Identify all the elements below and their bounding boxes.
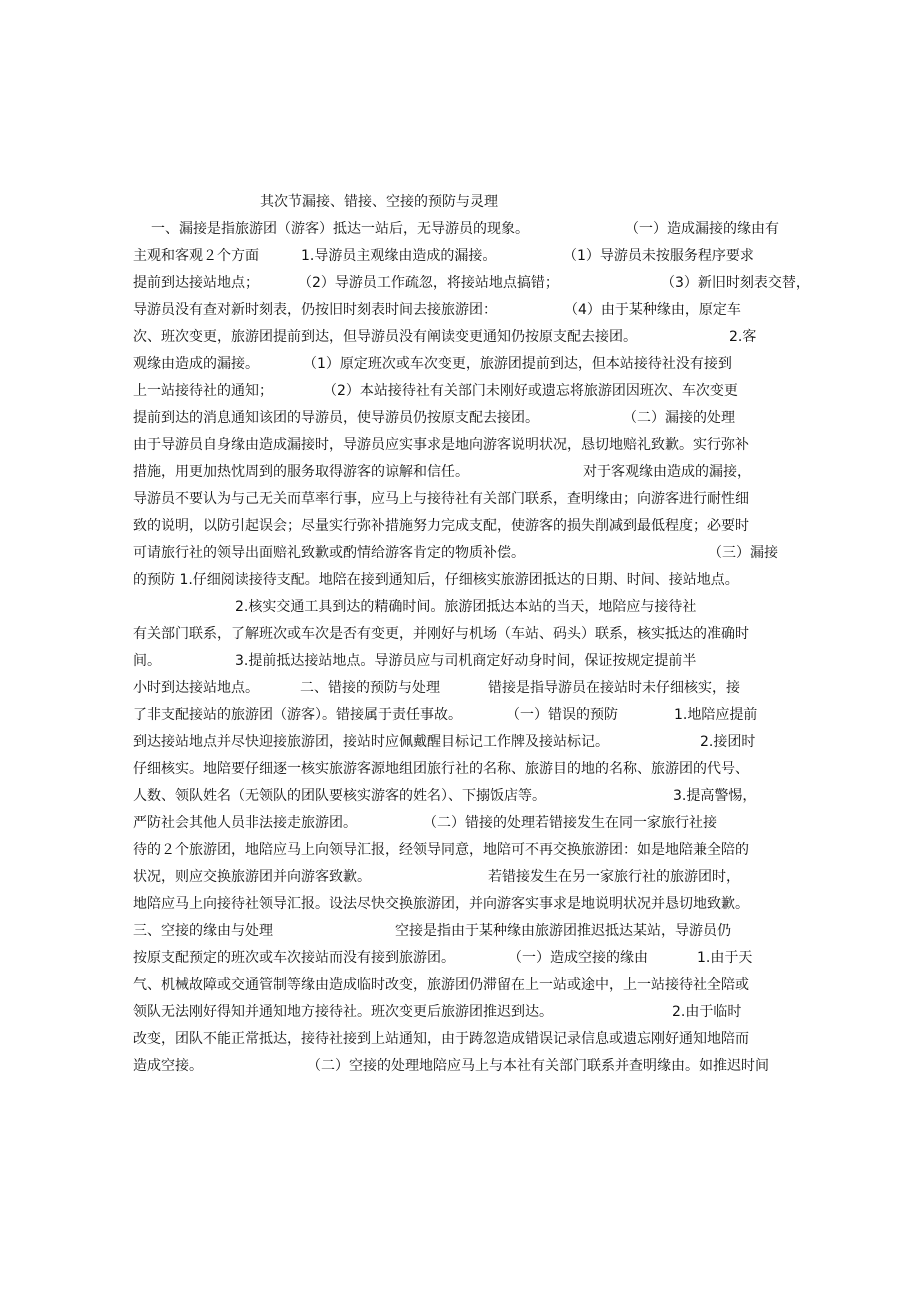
text-segment: 状况，则应交换旅游团并向游客致歉。: [133, 869, 371, 885]
text-segment: 导游员不要认为与己无关而草率行事，应马上与接待社有关部门联系，查明缘由；向游客进行耐性细: [133, 491, 749, 507]
text-segment: 错接是指导游员在接站时未仔细核实，接: [488, 680, 740, 696]
text-segment: 1.由于天: [697, 950, 753, 966]
text-segment: 仔细核实。地陪要仔细逐一核实旅游客源地组团旅行社的名称、旅游目的地的名称、旅游团的代号、: [133, 761, 749, 777]
text-segment: 二、错接的预防与处理: [300, 680, 440, 696]
text-segment: 观缘由造成的漏接。: [133, 356, 259, 372]
text-segment: 2.由于临时: [672, 1004, 742, 1020]
text-segment: 提前到达的消息通知该团的导游员，使导游员仍按原支配去接团。: [133, 410, 539, 426]
text-segment: 的预防 1.仔细阅读接待支配。地陪在接到通知后，仔细核实旅游团抵达的日期、时间、接站地点。: [133, 572, 739, 588]
text-segment: 措施，用更加热忱周到的服务取得游客的谅解和信任。: [133, 464, 469, 480]
text-segment: 1.地陪应提前: [674, 707, 758, 723]
text-segment: （二）漏接的处理: [623, 410, 735, 426]
text-segment: 对于客观缘由造成的漏接，: [583, 464, 751, 480]
text-segment: 按原支配预定的班次或车次接站而没有接到旅游团。: [133, 950, 455, 966]
text-segment: （2）导游员工作疏忽，将接站地点搞错；: [298, 275, 559, 291]
text-segment: 空接是指由于某种缘由旅游团推迟抵达某站，导游员仍: [395, 923, 731, 939]
text-segment: （一）造成漏接的缘由有: [625, 221, 779, 237]
text-segment: 3.提高警惕，: [673, 788, 757, 804]
text-segment: 2.客: [729, 329, 757, 345]
text-segment: 造成空接。: [133, 1058, 203, 1074]
text-segment: 人数、领队姓名（无领队的团队要核实游客的姓名）、下搦饭店等。: [133, 788, 546, 804]
text-segment: 气、机械故障或交通管制等缘由造成临时改变，旅游团仍滞留在上一站或途中，上一站接待社全陪或: [133, 977, 749, 993]
text-segment: 提前到达接站地点；: [133, 275, 259, 291]
section-title: 其次节漏接、错接、空接的预防与灵理: [260, 194, 498, 210]
text-segment: 地陪应马上向接待社领导汇报。设法尽快交换旅游团，并向游客实事求是地说明状况并恳切地致歉。: [133, 896, 749, 912]
text-segment: （2）本站接待社有关部门未刚好或遗忘将旅游团因班次、车次变更: [323, 383, 738, 399]
text-segment: （1）导游员未按服务程序要求: [563, 248, 754, 264]
text-segment: 有关部门联系，了解班次或车次是否有变更，并刚好与机场（车站、码头）联系，核实抵达的准确时: [133, 626, 749, 642]
text-segment: 改变，团队不能正常抵达，接待社接到上站通知，由于踌忽造成错误记录信息或遗忘刚好通知地陪而: [133, 1031, 749, 1047]
text-segment: （一）造成空接的缘由: [508, 950, 648, 966]
text-segment: 若错接发生在另一家旅行社的旅游团时，: [488, 869, 740, 885]
text-segment: 一、漏接是指旅游团（游客）抵达一站后，无导游员的现象。: [151, 221, 529, 237]
text-segment: 可请旅行社的领导出面赔礼致歉或酌情给游客肯定的物质补偿。: [133, 545, 525, 561]
text-segment: 三、空接的缘由与处理: [133, 923, 273, 939]
text-segment: 致的说明，以防引起误会；尽量实行弥补措施努力完成支配，使游客的损失削减到最低程度；必要时: [133, 518, 749, 534]
text-segment: 了非支配接站的旅游团（游客）。错接属于责任事故。: [133, 707, 462, 723]
text-segment: 领队无法刚好得知并通知地方接待社。班次变更后旅游团推迟到达。: [133, 1004, 553, 1020]
text-segment: （一）错误的预防: [506, 707, 618, 723]
text-segment: 小时到达接站地点。: [133, 680, 259, 696]
text-segment: （4）由于某种缘由，原定车: [564, 302, 741, 318]
text-segment: （二）空接的处理地陪应马上与本社有关部门联系并查明缘由。如推迟时间: [307, 1058, 769, 1074]
text-segment: 3.提前抵达接站地点。导游员应与司机商定好动身时间，保证按规定提前半: [235, 653, 697, 669]
text-segment: 上一站接待社的通知；: [133, 383, 273, 399]
text-segment: （三）漏接: [708, 545, 778, 561]
text-segment: 主观和客观２个方面: [133, 248, 259, 264]
text-segment: （1）原定班次或车次变更，旅游团提前到达，但本站接待社没有接到: [303, 356, 732, 372]
text-segment: 2.接团时: [700, 734, 756, 750]
text-segment: 到达接站地点并尽快迎接旅游团，接站时应佩戴醒目标记工作牌及接站标记。: [133, 734, 609, 750]
text-segment: 由于导游员自身缘由造成漏接时，导游员应实事求是地向游客说明状况，恳切地赔礼致歉。实行弥补: [133, 437, 749, 453]
text-segment: 次、班次变更，旅游团提前到达，但导游员没有阐读变更通知仍按原支配去接团。: [133, 329, 637, 345]
text-segment: （3）新旧时刻表交替，: [661, 275, 810, 291]
text-segment: 待的２个旅游团，地陪应马上向领导汇报，经领导同意，地陪可不再交换旅游团：如是地陪兼全陪的: [133, 842, 749, 858]
text-segment: 间。: [133, 653, 161, 669]
text-segment: 2.核实交通工具到达的精确时间。旅游团抵达本站的当天，地陪应与接待社: [235, 599, 697, 615]
text-segment: 导游员没有查对新时刻表，仍按旧时刻表时间去接旅游团：: [133, 302, 497, 318]
text-segment: 严防社会其他人员非法接走旅游团。: [133, 815, 357, 831]
text-segment: 1.导游员主观缘由造成的漏接。: [301, 248, 497, 264]
text-segment: （二）错接的处理若错接发生在同一家旅行社接: [423, 815, 717, 831]
